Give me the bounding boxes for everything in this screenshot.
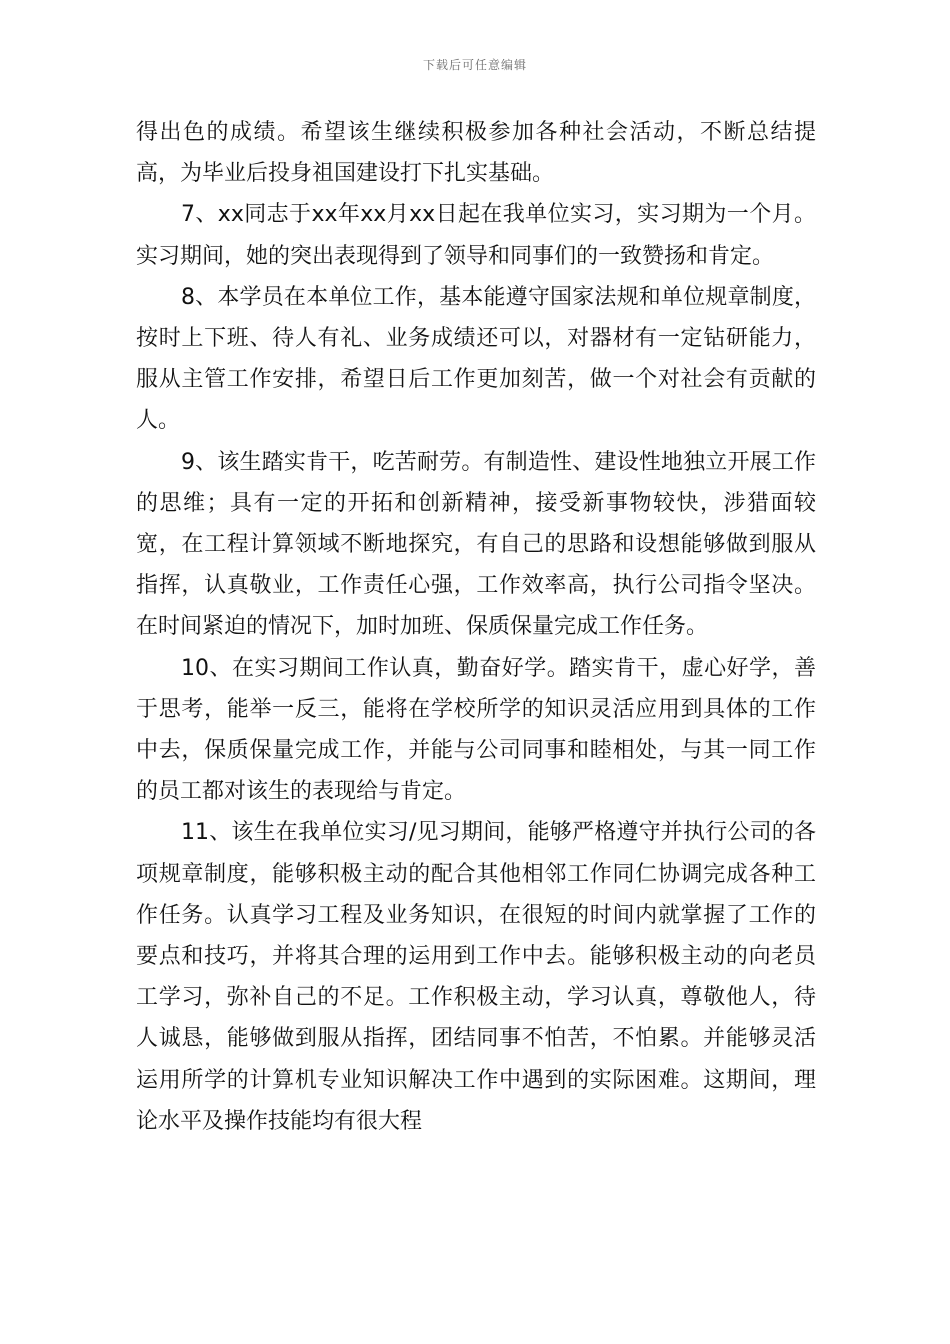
paragraph-item-11: 11、该生在我单位实习/见习期间，能够严格遵守并执行公司的各项规章制度，能够积极主动的配合其他相邻工作同仁协调完成各种工作任务。认真学习工程及业务知识，在很短的时间内就掌握了工作的要点和技巧，并将其合理的运用到工作中去。能够积极主动的向老员工学习，弥补自己的不足。工作积极主动，学习认真，尊敬他人，待人诚恳，能够做到服从指挥，团结同事不怕苦，不怕累。并能够灵活运用所学的计算机专业知识解决工作中遇到的实际困难。这期间，理论水平及操作技能均有很大程	[136, 820, 816, 1134]
paragraph-item-8: 8、本学员在本单位工作，基本能遵守国家法规和单位规章制度，按时上下班、待人有礼、业务成绩还可以，对器材有一定钻研能力，服从主管工作安排，希望日后工作更加刻苦，做一个对社会有贡献的人。	[136, 284, 816, 434]
paragraph-item-7: 7、xx同志于xx年xx月xx日起在我单位实习，实习期为一个月。实习期间，她的突出表现得到了领导和同事们的一致赞扬和肯定。	[136, 202, 816, 269]
paragraph-continuation: 得出色的成绩。希望该生继续积极参加各种社会活动，不断总结提高，为毕业后投身祖国建设打下扎实基础。	[136, 120, 816, 187]
paragraph-item-9: 9、该生踏实肯干，吃苦耐劳。有制造性、建设性地独立开展工作的思维；具有一定的开拓和创新精神，接受新事物较快，涉猎面较宽，在工程计算领域不断地探究，有自己的思路和设想能够做到服从指挥，认真敬业，工作责任心强，工作效率高，执行公司指令坚决。在时间紧迫的情况下，加时加班、保质保量完成工作任务。	[136, 449, 816, 640]
page-header-note: 下载后可任意编辑	[422, 58, 527, 72]
paragraph-item-10: 10、在实习期间工作认真，勤奋好学。踏实肯干，虚心好学，善于思考，能举一反三，能将在学校所学的知识灵活应用到具体的工作中去，保质保量完成工作，并能与公司同事和睦相处，与其一同工作的员工都对该生的表现给与肯定。	[136, 655, 816, 805]
document-body	[136, 112, 816, 1142]
